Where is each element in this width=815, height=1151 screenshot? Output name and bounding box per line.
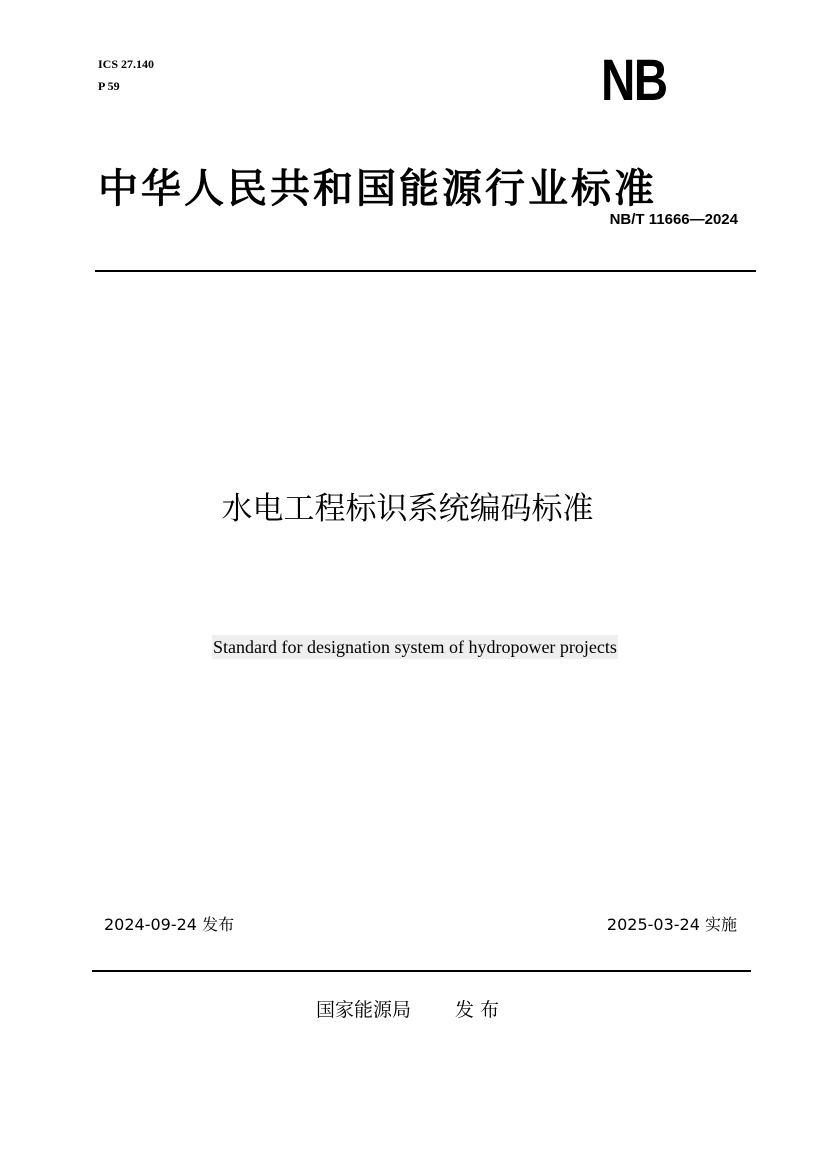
industry-standard-title: 中华人民共和国能源行业标准 [98, 165, 657, 212]
issuer-line [0, 996, 815, 1024]
issuer-action: 发 布 [454, 999, 500, 1021]
implementation-date: 2025-03-24 实施 [606, 915, 737, 934]
category-code: P 59 [98, 79, 120, 93]
ics-code: ICS 27.140 [98, 57, 155, 71]
bottom-divider [92, 970, 751, 972]
nb-logo: NB [601, 48, 667, 113]
top-divider [95, 270, 756, 272]
document-title-en: Standard for designation system of hydropower projects [213, 637, 617, 657]
standard-number: NB/T 11666—2024 [609, 211, 738, 228]
issuer-name: 国家能源局 [315, 999, 411, 1021]
issue-date: 2024-09-24 发布 [104, 915, 235, 934]
document-title-cn: 水电工程标识系统编码标准 [221, 491, 594, 527]
